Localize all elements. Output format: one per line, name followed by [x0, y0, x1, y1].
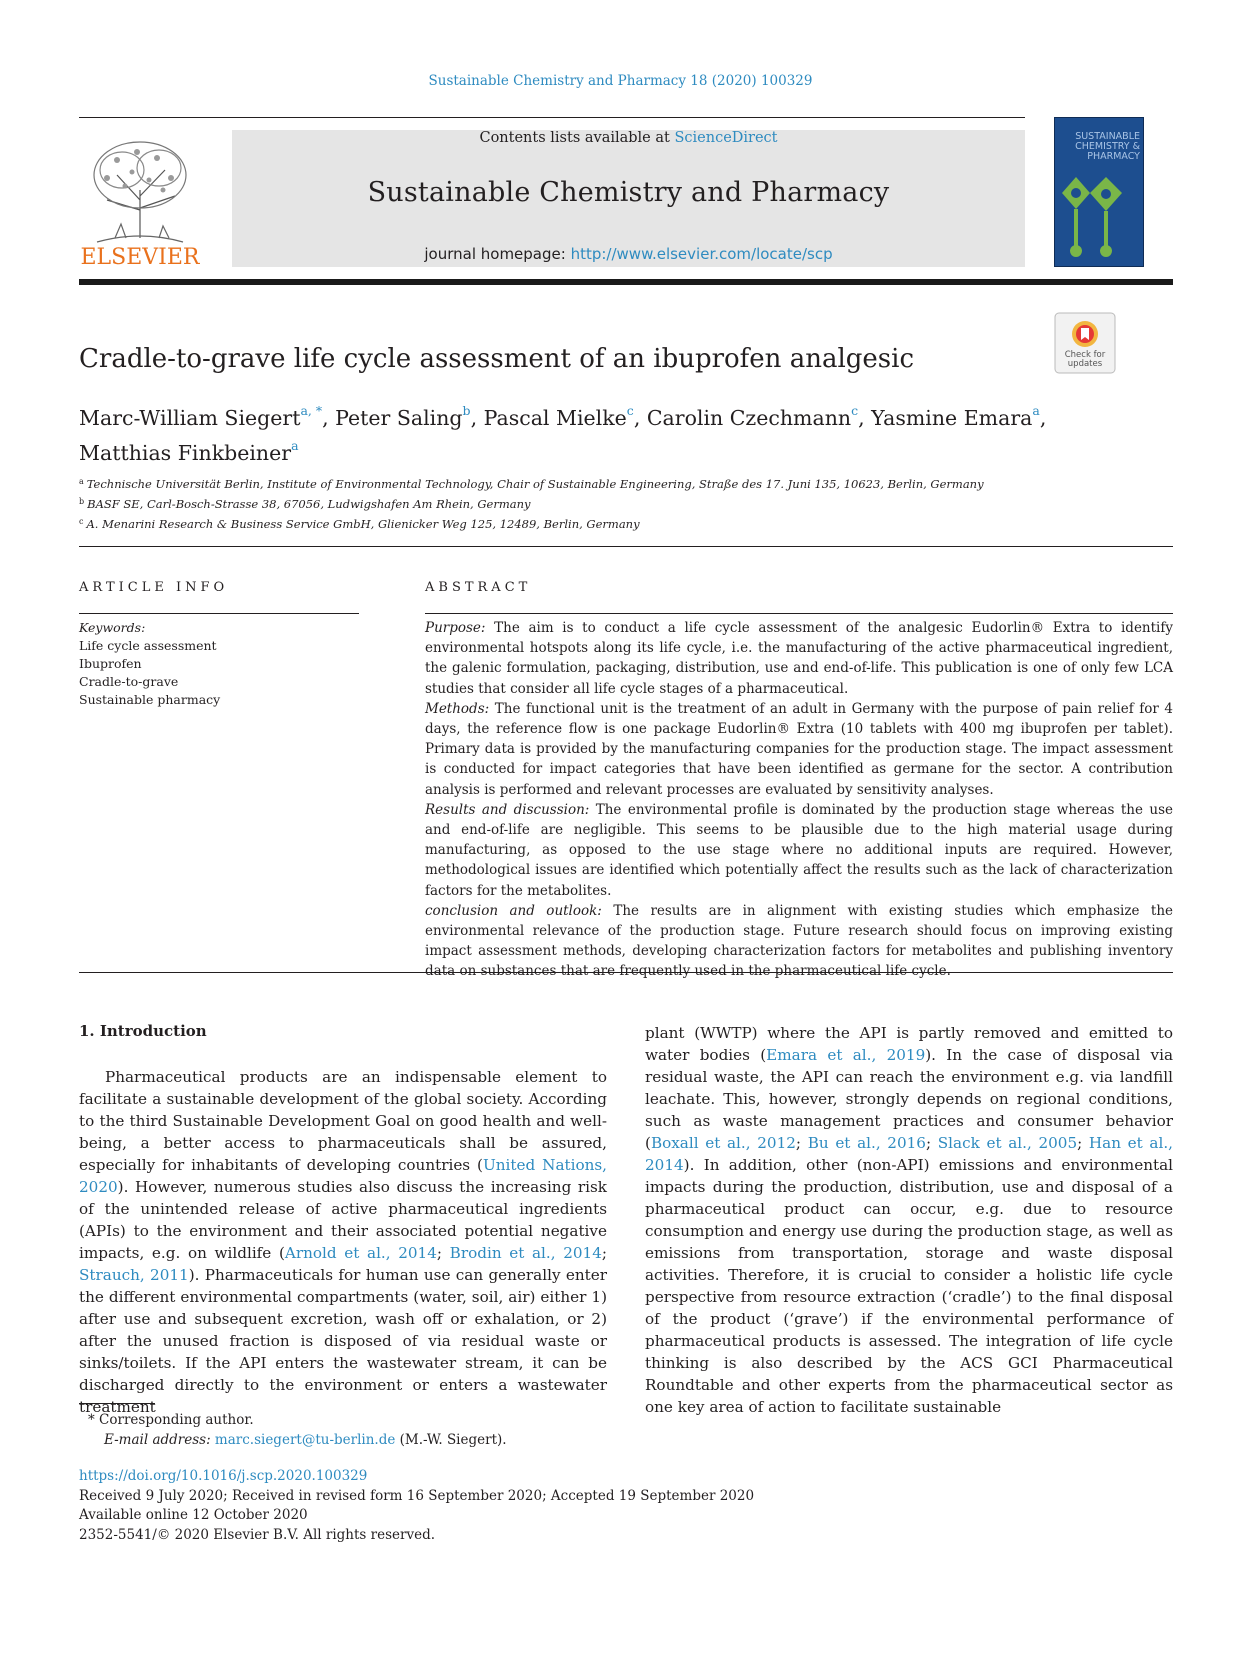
text-run: ). Pharmaceuticals for human use can generally enter the different environmental compartments (water, soil, air) either 1) after use and subsequent excretion, wash off or exhalation, or 2) after the unused fraction is disposed of via residual waste or sinks/toilets. If the API enters the wastewater stream, it can be discharged directly to the environment or enters a wastewater treatment [79, 1266, 607, 1416]
body-column-right [645, 1022, 1173, 1418]
affiliation-text: Technische Universität Berlin, Institute of Environmental Technology, Chair of Sustainable Engineering, Straße des 17. Juni 135, 10623, Berlin, Germany [86, 477, 984, 491]
author-affiliation-mark[interactable]: c [851, 403, 859, 418]
author-name: Pascal Mielke [483, 406, 627, 430]
footnote [88, 1410, 507, 1450]
contents-prefix: Contents lists available at [479, 130, 675, 146]
abstract-section-label: conclusion and outlook: [425, 902, 602, 919]
article-title: Cradle-to-grave life cycle assessment of an ibuprofen analgesic [79, 344, 915, 374]
affiliation-mark: a [79, 477, 84, 486]
keywords-block [79, 619, 220, 709]
abstract-section-label: Results and discussion: [425, 801, 590, 818]
text-run: ; [1077, 1134, 1089, 1152]
abstract-section-text: The functional unit is the treatment of an adult in Germany with the purpose of pain relief for 4 days, the reference flow is one package Eudorlin® Extra (10 tablets with 400 mg ibuprofen per tablet). Primary data is provided by the manufacturing companies for the production stage. The impact assessment is conducted for impact categories that have been identified as germane for the sector. A contribution analysis is performed and relevant processes are evaluated by sensitivity analyses. [425, 700, 1173, 798]
keyword-item: Ibuprofen [79, 656, 142, 671]
svg-text:updates: updates [1067, 359, 1103, 369]
paragraph [79, 1066, 607, 1418]
keyword-item: Cradle-to-grave [79, 674, 179, 689]
abstract-text [425, 618, 1173, 982]
text-run: ; [436, 1244, 450, 1262]
citation-link[interactable]: Slack et al., 2005 [937, 1134, 1078, 1152]
affiliation-list [79, 473, 1173, 533]
author-separator: , [470, 406, 484, 430]
abstract-heading: ABSTRACT [425, 580, 532, 595]
paragraph [645, 1022, 1173, 1418]
author-separator: , [1039, 406, 1047, 430]
elsevier-logo [77, 130, 203, 267]
affiliation-rule [79, 546, 1173, 547]
abstract-end-rule [79, 972, 1173, 973]
article-info-heading: ARTICLE INFO [79, 580, 229, 595]
text-run: ; [601, 1244, 607, 1262]
author-affiliation-mark[interactable]: a [1032, 403, 1040, 418]
affiliation-text: A. Menarini Research & Business Service GmbH, Glienicker Weg 125, 12489, Berlin, Germany [86, 517, 640, 531]
citation-link[interactable]: Han et al., 2014 [645, 1134, 1173, 1174]
citation-link[interactable]: Brodin et al., 2014 [449, 1244, 602, 1262]
keywords-label: Keywords: [79, 620, 146, 635]
author-affiliation-mark[interactable]: a, * [300, 403, 323, 418]
contents-line [232, 130, 1025, 146]
homepage-link[interactable]: http://www.elsevier.com/locate/scp [570, 245, 833, 263]
text-run: ; [925, 1134, 938, 1152]
author-separator: , [322, 406, 336, 430]
author-name: Carolin Czechmann [646, 406, 852, 430]
author-affiliation-mark[interactable]: b [462, 403, 471, 418]
svg-text:Check for: Check for [1064, 350, 1106, 360]
keyword-list [79, 637, 220, 709]
citation-link[interactable]: Emara et al., 2019 [766, 1046, 926, 1064]
homepage-prefix: journal homepage: [424, 245, 571, 263]
abstract-rule [425, 613, 1173, 614]
section-heading-introduction: 1. Introduction [79, 1022, 207, 1040]
email-link[interactable]: marc.siegert@tu-berlin.de [214, 1432, 396, 1448]
citation-link[interactable]: Boxall et al., 2012 [650, 1134, 796, 1152]
svg-text:PHARMACY: PHARMACY [1087, 151, 1140, 162]
citation-link[interactable]: United Nations, 2020 [79, 1156, 607, 1196]
text-run: plant (WWTP) where the API is partly removed and emitted to water bodies ( [645, 1024, 1173, 1064]
abstract-section-label: Purpose: [425, 620, 486, 636]
journal-name: Sustainable Chemistry and Pharmacy [367, 177, 890, 208]
corresponding-author-note: * Corresponding author. [88, 1412, 254, 1428]
affiliation-mark: c [79, 517, 84, 526]
doi-link[interactable]: https://doi.org/10.1016/j.scp.2020.100329 [79, 1468, 368, 1484]
header-rule [79, 117, 1025, 118]
check-for-updates-badge[interactable] [1054, 312, 1116, 374]
journal-header-box [232, 130, 1025, 267]
citation-link[interactable]: Strauch, 2011 [79, 1266, 189, 1284]
text-run: ). In the case of disposal via residual waste, the API can reach the environment e.g. via landfill leachate. This, however, strongly depends on regional conditions, such as waste management practices and consumer behavior ( [645, 1046, 1174, 1152]
email-suffix: (M.-W. Siegert). [395, 1432, 507, 1448]
abstract-section [425, 800, 1173, 901]
email-label: E-mail address: [104, 1432, 211, 1448]
keyword-item: Sustainable pharmacy [79, 692, 221, 707]
author-separator: , [858, 406, 872, 430]
footnote-rule [79, 1403, 155, 1404]
svg-text:SUSTAINABLE: SUSTAINABLE [1075, 131, 1140, 142]
citation-link[interactable]: Bu et al., 2016 [807, 1134, 926, 1152]
running-head[interactable]: Sustainable Chemistry and Pharmacy 18 (2020) 100329 [428, 73, 813, 89]
homepage-line [232, 245, 1025, 263]
author-name: Peter Saling [335, 406, 463, 430]
abstract-section-text: The aim is to conduct a life cycle assessment of the analgesic Eudorlin® Extra to identify environmental hotspots along its life cycle, i.e. the manufacturing of the active pharmaceutical ingredient, the galenic formulation, packaging, distribution, use and end-of-life. This publication is one of only few LCA studies that consider all life cycle stages of a pharmaceutical. [425, 620, 1173, 697]
abstract-section-text: The environmental profile is dominated by the production stage whereas the use and end-of-life are negligible. This seems to be plausible due to the high material usage during manufacturing, as opposed to the use stage where no additional inputs are required. However, methodological issues are identified which potentially affect the results such as the lack of characterization factors for the metabolites. [425, 801, 1173, 899]
author-name: Yasmine Emara [871, 406, 1033, 430]
author-separator: , [633, 406, 647, 430]
body-column-left [79, 1066, 607, 1418]
copyright: 2352-5541/© 2020 Elsevier B.V. All rights reserved. [79, 1526, 436, 1543]
keyword-item: Life cycle assessment [79, 638, 217, 653]
svg-text:CHEMISTRY &: CHEMISTRY & [1075, 141, 1140, 152]
abstract-section-label: Methods: [425, 700, 490, 717]
publication-info [79, 1467, 754, 1545]
received-dates: Received 9 July 2020; Received in revised form 16 September 2020; Accepted 19 September 2020 [79, 1487, 755, 1504]
affiliation-item [79, 513, 1173, 533]
author-list [79, 397, 1079, 467]
sciencedirect-link[interactable]: ScienceDirect [674, 130, 778, 146]
abstract-section [425, 618, 1173, 699]
text-run: Pharmaceutical products are an indispensable element to facilitate a sustainable development of the global society. According to the third Sustainable Development Goal on good health and well-being, a better access to pharmaceuticals shall be assured, especially for inhabitants of developing countries ( [79, 1068, 607, 1174]
abstract-section [425, 699, 1173, 800]
abstract-section [425, 901, 1173, 982]
author-name: Matthias Finkbeiner [79, 441, 292, 465]
journal-cover[interactable] [1054, 117, 1144, 267]
email-line [88, 1430, 507, 1450]
affiliation-item [79, 473, 1173, 493]
svg-text:ELSEVIER: ELSEVIER [80, 245, 200, 267]
author-affiliation-mark[interactable]: c [626, 403, 634, 418]
header-thick-rule [79, 279, 1173, 285]
affiliation-mark: b [79, 497, 85, 506]
affiliation-text: BASF SE, Carl-Bosch-Strasse 38, 67056, Ludwigshafen Am Rhein, Germany [87, 497, 531, 511]
text-run: ). In addition, other (non-API) emissions and environmental impacts during the production, distribution, use and disposal of a pharmaceutical product can occur, e.g. due to resource consumption and energy use during the production stage, as well as emissions from transportation, storage and waste disposal activities. Therefore, it is crucial to consider a holistic life cycle perspective from resource extraction (‘cradle’) to the final disposal of the product (‘grave’) if the environmental performance of pharmaceutical products is assessed. The integration of life cycle thinking is also described by the ACS GCI Pharmaceutical Roundtable and other experts from the pharmaceutical sector as one key area of action to facilitate sustainable [645, 1156, 1173, 1416]
abstract-section-text: The results are in alignment with existing studies which emphasize the environmental relevance of the production stage. Future research should focus on improving existing impact assessment methods, developing characterization factors for metabolites and publishing inventory data on substances that are frequently used in the pharmaceutical life cycle. [425, 902, 1173, 980]
text-run: ; [795, 1134, 808, 1152]
author-affiliation-mark[interactable]: a [291, 438, 299, 453]
article-info-rule [79, 613, 359, 614]
author-name: Marc-William Siegert [79, 406, 301, 430]
affiliation-item [79, 493, 1173, 513]
text-run: ). However, numerous studies also discuss the increasing risk of the unintended release of active pharmaceutical ingredients (APIs) to the environment and their associated potential negative impacts, e.g. on wildlife ( [79, 1178, 607, 1262]
citation-link[interactable]: Arnold et al., 2014 [284, 1244, 437, 1262]
available-online: Available online 12 October 2020 [79, 1507, 308, 1523]
